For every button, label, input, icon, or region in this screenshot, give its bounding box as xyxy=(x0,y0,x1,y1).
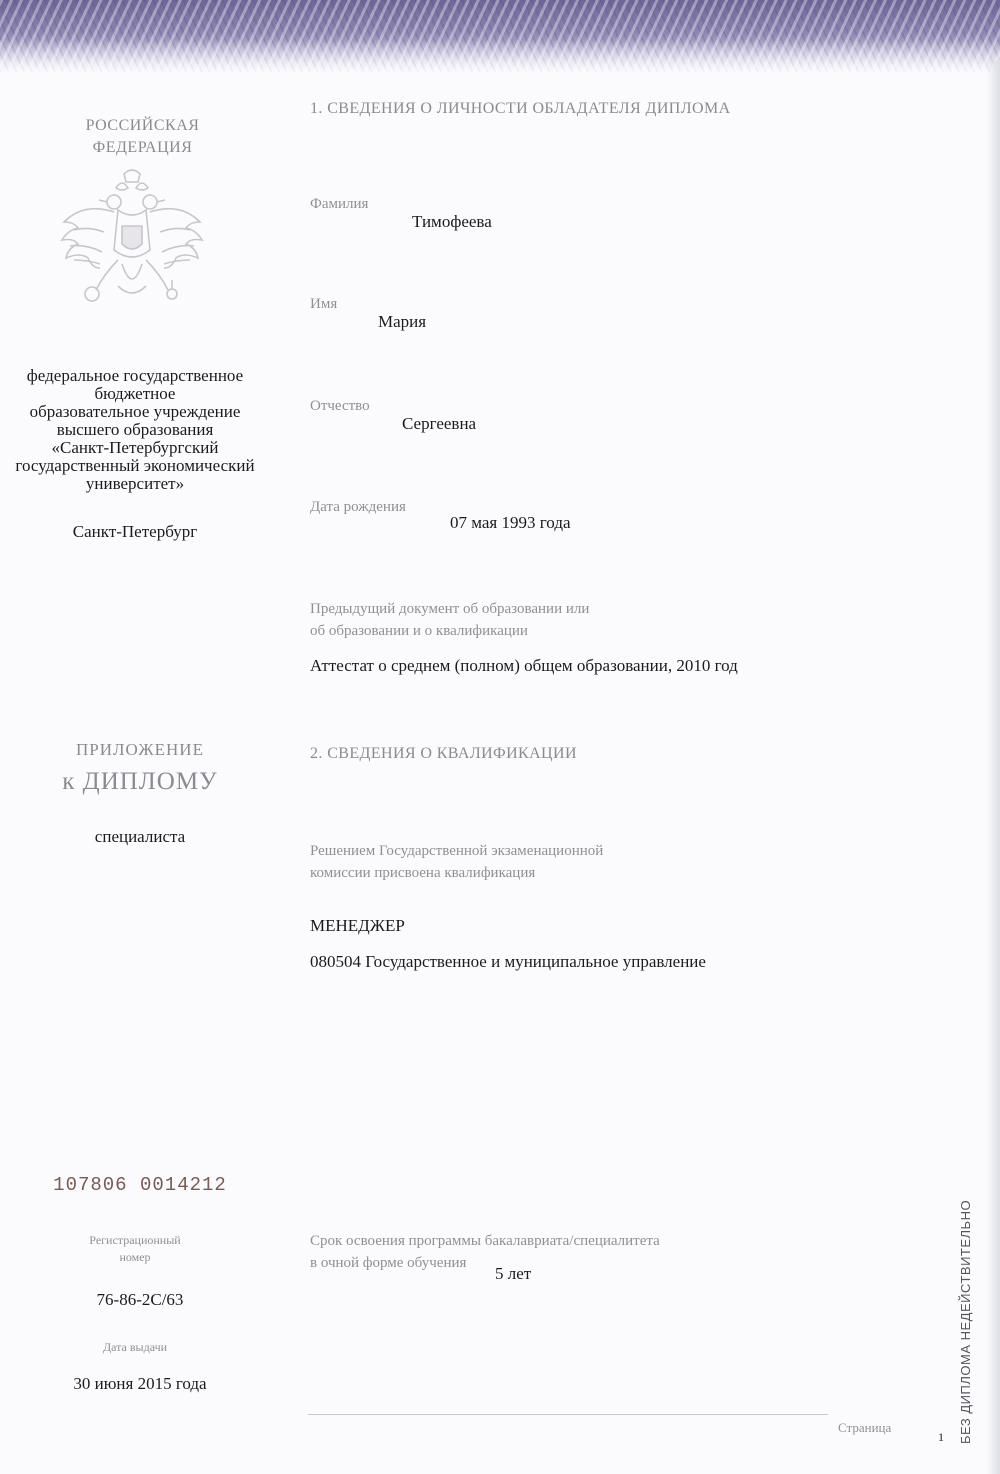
university-line-1: федеральное государственное xyxy=(26,366,244,385)
university-line-2: бюджетное xyxy=(94,384,176,403)
to-diploma-heading: к ДИПЛОМУ xyxy=(62,768,218,795)
previous-document-label-line-2: об образовании и о квалификации xyxy=(310,623,528,639)
russian-coat-of-arms-icon xyxy=(52,168,212,318)
section-1-title: 1. СВЕДЕНИЯ О ЛИЧНОСТИ ОБЛАДАТЕЛЯ ДИПЛОМА xyxy=(310,100,731,117)
invalid-without-diploma-notice: БЕЗ ДИПЛОМА НЕДЕЙСТВИТЕЛЬНО xyxy=(958,1199,973,1444)
city: Санкт-Петербург xyxy=(72,522,198,541)
page-label: Страница xyxy=(838,1420,892,1435)
duration-label-line-1: Срок освоения программы бакалавриата/специалитета xyxy=(310,1233,660,1249)
country-line-1: РОССИЙСКАЯ xyxy=(85,117,200,134)
issue-date: 30 июня 2015 года xyxy=(73,1374,207,1393)
qualification-decision-label xyxy=(310,840,603,884)
name-label: Имя xyxy=(310,296,338,312)
qualification-value: МЕНЕДЖЕР xyxy=(310,916,405,935)
birth-date-value: 07 мая 1993 года xyxy=(450,513,571,532)
university-line-6: государственный экономический xyxy=(15,456,255,475)
surname-label: Фамилия xyxy=(310,196,369,212)
university-line-3: образовательное учреждение xyxy=(29,402,241,421)
duration-label-line-2: в очной форме обучения xyxy=(310,1255,467,1271)
patronymic-label: Отчество xyxy=(310,398,370,414)
country-line-2: ФЕДЕРАЦИЯ xyxy=(92,139,193,156)
decision-label-line-2: комиссии присвоена квалификация xyxy=(310,865,536,881)
surname-value: Тимофеева xyxy=(412,212,492,231)
page-number: 1 xyxy=(938,1430,944,1444)
registration-label-line-2: номер xyxy=(119,1250,151,1264)
blank-serial-number: 107806 0014212 xyxy=(53,1174,227,1196)
birth-date-label: Дата рождения xyxy=(310,499,406,515)
appendix-heading: ПРИЛОЖЕНИЕ xyxy=(76,740,204,759)
university-line-7: университет» xyxy=(85,474,185,493)
previous-document-label-line-1: Предыдущий документ об образовании или xyxy=(310,601,590,617)
decision-label-line-1: Решением Государственной экзаменационной xyxy=(310,843,604,859)
study-duration-value: 5 лет xyxy=(495,1264,532,1283)
study-duration-label xyxy=(310,1230,660,1274)
name-value: Мария xyxy=(378,312,427,331)
university-name xyxy=(0,367,270,493)
degree-level: специалиста xyxy=(94,827,186,846)
issue-date-label: Дата выдачи xyxy=(102,1340,168,1354)
patronymic-value: Сергеевна xyxy=(402,414,477,433)
section-2-title: 2. СВЕДЕНИЯ О КВАЛИФИКАЦИИ xyxy=(310,745,577,762)
university-line-4: высшего образования xyxy=(56,420,214,439)
specialty-value: 080504 Государственное и муниципальное управление xyxy=(310,952,706,971)
registration-number: 76-86-2С/63 xyxy=(96,1290,184,1309)
registration-number-label xyxy=(60,1232,210,1266)
previous-document-value: Аттестат о среднем (полном) общем образовании, 2010 год xyxy=(310,656,738,675)
previous-document-label xyxy=(310,598,589,642)
registration-label-line-1: Регистрационный xyxy=(89,1233,181,1247)
page-edge-shadow xyxy=(986,60,1000,1474)
top-border-fade xyxy=(0,40,1000,80)
country-name xyxy=(50,115,235,159)
footer-divider xyxy=(308,1414,828,1415)
university-line-5: «Санкт-Петербургский xyxy=(51,438,219,457)
